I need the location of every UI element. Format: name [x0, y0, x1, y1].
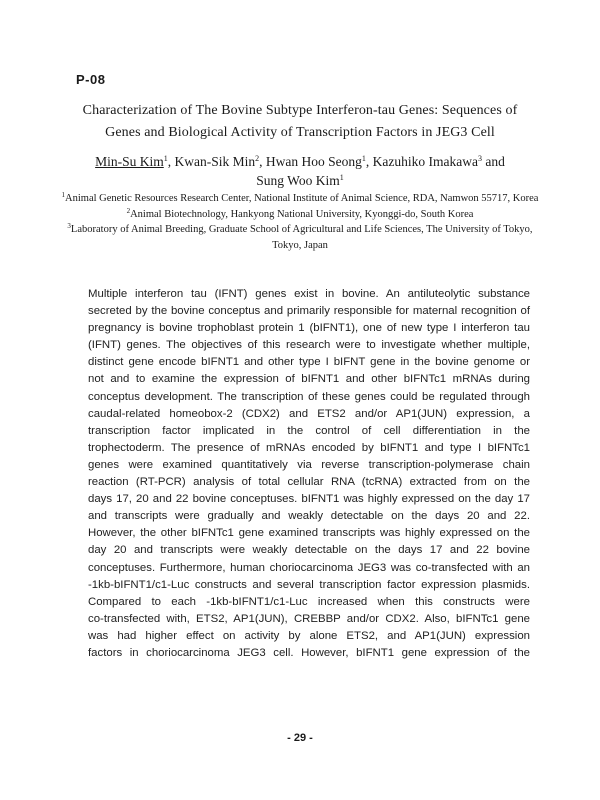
- author-separator: ,: [167, 154, 175, 169]
- abstract-line: (IFNT) genes. The objectives of this research were to investigate whether multiple,: [88, 339, 530, 352]
- page-number: - 29 -: [287, 732, 313, 744]
- affiliation-mark: 3: [67, 222, 71, 230]
- affiliation-list: [60, 191, 540, 253]
- abstract-line: not and to examine the expression of bIFNT1 and other bIFNTc1 mRNAs during: [88, 373, 530, 386]
- affiliation-3: [60, 222, 540, 253]
- abstract-line: secreted by the bovine conceptus and primarily responsible for maternal recognition of: [88, 305, 530, 318]
- author-list: [60, 152, 540, 190]
- abstract-line: day 20 and transcripts were weakly detectable on the days 17 and 22 bovine: [88, 544, 530, 557]
- poster-id: P-08: [76, 72, 106, 87]
- author-affiliation-mark: 1: [361, 154, 366, 163]
- author-affiliation-mark: 1: [339, 173, 344, 182]
- author-3: [266, 154, 366, 169]
- abstract-line: However, the other bIFNTc1 gene examined transcripts was highly expressed on the: [88, 527, 530, 540]
- author-2: [175, 154, 260, 169]
- affiliation-mark: 2: [126, 206, 131, 215]
- abstract-line: Multiple interferon tau (IFNT) genes exist in bovine. An antiluteolytic substance: [88, 288, 530, 300]
- author-name: Kwan-Sik Min: [174, 154, 256, 169]
- author-separator: ,: [259, 154, 266, 169]
- abstract-line: trophectoderm. The presence of mRNAs encoded by bIFNT1 and type I bIFNTc1: [88, 441, 530, 454]
- author-affiliation-mark: 1: [163, 154, 168, 163]
- affiliation-1: [60, 191, 540, 207]
- author-conjunction: and: [481, 154, 505, 169]
- abstract-line: caudal-related homeobox-2 (CDX2) and ETS2 and/or AP1(JUN) expression, a: [88, 407, 530, 420]
- abstract-line: transcription factor implicated in the control of cell differentiation in the: [88, 424, 530, 437]
- abstract-line: days 17, 20 and 22 bovine conceptuses. bIFNT1 was highly expressed on the day 17: [88, 493, 530, 506]
- abstract-line: co-transfected with, ETS2, AP1(JUN), CREBBP and/or CDX2. Also, bIFNTc1 gene: [88, 612, 530, 625]
- abstract-line: distinct gene encode bIFNT1 and other type I bIFNT gene in the bovine genome or: [88, 356, 530, 369]
- abstract-line: Compared to each -1kb-bIFNT1/c1-Luc increased when this constructs were: [88, 595, 530, 608]
- abstract-body: [88, 286, 530, 662]
- author-separator: ,: [365, 154, 373, 169]
- affiliation-mark: 1: [61, 191, 66, 199]
- author-1: [95, 154, 168, 169]
- author-name: Kazuhiko Imakawa: [372, 154, 478, 169]
- title-line-2: Genes and Biological Activity of Transcription Factors in JEG3 Cell: [105, 125, 495, 140]
- author-name: Hwan Hoo Seong: [265, 154, 362, 169]
- affiliation-2: [60, 207, 540, 223]
- author-4: [373, 154, 482, 169]
- abstract-line: was had higher effect on activity by alone ETS2, and AP1(JUN) expression: [88, 629, 530, 642]
- affiliation-text: Laboratory of Animal Breeding, Graduate School of Agricultural and Life Sciences, The University of Tokyo, Tokyo, Japan: [70, 224, 533, 251]
- abstract-line: factors in choriocarcinoma JEG3 cell. However, bIFNT1 gene expression of the: [88, 646, 530, 659]
- abstract-line: reaction (RT-PCR) analysis of total cellular RNA (tcRNA) extracted from on the: [88, 476, 530, 489]
- abstract-line: -1kb-bIFNT1/c1-Luc constructs and several transcription factor expression plasmids.: [88, 578, 530, 591]
- author-affiliation-mark: 2: [255, 154, 260, 163]
- paper-title: [60, 100, 540, 144]
- abstract-line: conceptus development. The transcription of these genes could be regulated through: [88, 390, 530, 403]
- title-line-1: Characterization of The Bovine Subtype Interferon-tau Genes: Sequences of: [82, 103, 518, 118]
- abstract-line: pregnancy is bovine trophoblast protein 1 (bIFNT1), one of new type I interferon tau: [88, 322, 530, 335]
- abstract-line: genes were examined quantitatively via reverse transcription-polymerase chain: [88, 458, 530, 471]
- affiliation-text: Animal Biotechnology, Hankyong National University, Kyonggi-do, South Korea: [130, 208, 474, 220]
- affiliation-text: Animal Genetic Resources Research Center, National Institute of Animal Science, RDA, Namwon 55717, Korea: [65, 193, 539, 204]
- abstract-line: conceptuses. Furthermore, human choriocarcinoma JEG3 was co-transfected with an: [88, 561, 530, 574]
- author-name: Min-Su Kim: [95, 154, 164, 169]
- author-name: Sung Woo Kim: [256, 173, 340, 188]
- abstract-line: and transcripts were gradually and weakly detectable on the days 20 and 22.: [88, 510, 530, 523]
- author-affiliation-mark: 3: [477, 154, 482, 163]
- author-5: [256, 173, 343, 188]
